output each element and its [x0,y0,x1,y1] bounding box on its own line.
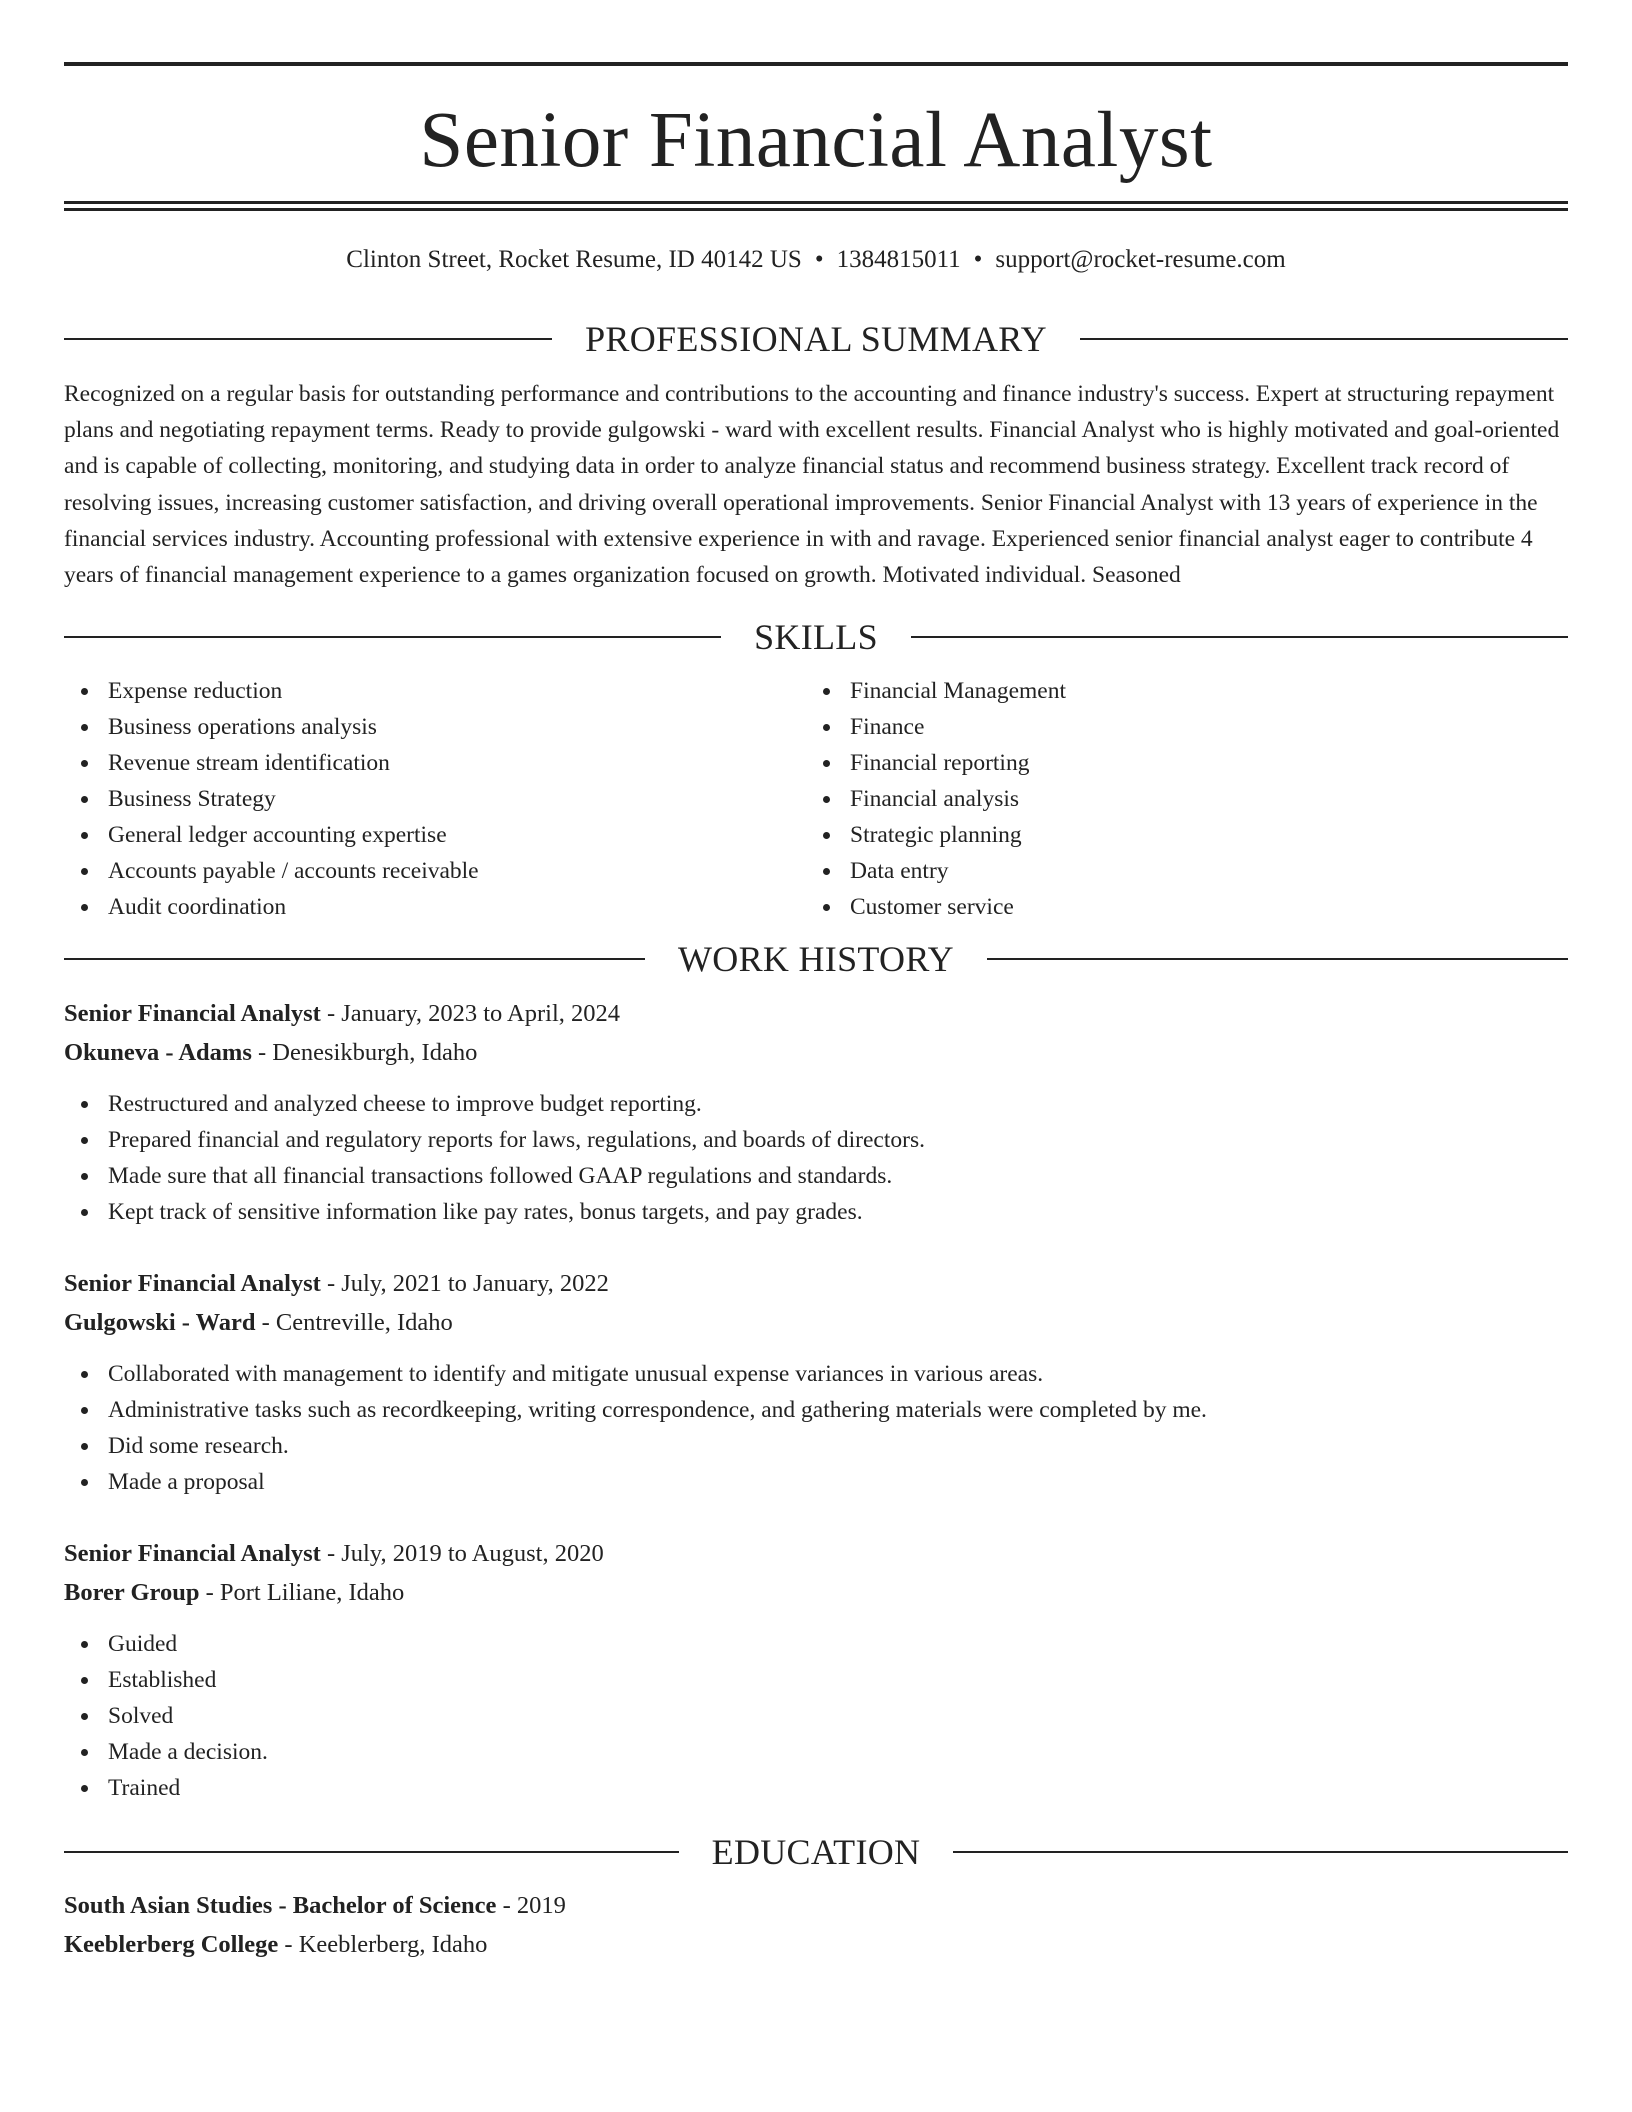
resume-page [64,62,1568,1964]
skill-item: Financial reporting [806,745,1548,781]
job-bullet: Trained [64,1770,1568,1806]
work-heading [64,937,1568,981]
summary-title: PROFESSIONAL SUMMARY [585,319,1047,359]
skills-title: SKILLS [754,617,878,658]
job-entry [64,994,1568,1230]
job-bullet: Administrative tasks such as recordkeeping, writing correspondence, and gathering materials were completed by me. [64,1392,1568,1428]
job-company-line [64,1303,1568,1342]
skill-item: Customer service [806,889,1548,925]
job-entry [64,1264,1568,1500]
job-role-line [64,1534,1568,1573]
skill-item: Financial Management [806,673,1548,709]
contact-email: support@rocket-resume.com [995,246,1286,273]
contact-line [64,244,1568,276]
heading-rule [953,1851,1568,1853]
contact-separator: • [814,246,824,273]
job-bullet: Guided [64,1626,1568,1662]
job-bullet: Prepared financial and regulatory reports for laws, regulations, and boards of directors. [64,1122,1568,1158]
job-company-line [64,1033,1568,1072]
skills-list [64,673,1568,925]
skill-item: Expense reduction [64,673,806,709]
skill-item: Audit coordination [64,889,806,925]
skill-item: Data entry [806,853,1548,889]
skill-item: Strategic planning [806,817,1548,853]
heading-rule [64,1851,679,1853]
resume-title: Senior Financial Analyst [419,97,1213,184]
job-company: Okuneva - Adams [64,1039,252,1067]
job-company: Borer Group [64,1579,200,1607]
skills-heading [64,615,1568,659]
education-entry [64,1886,1568,1964]
job-bullet: Solved [64,1698,1568,1734]
heading-rule [64,338,552,340]
job-bullet: Made a proposal [64,1464,1568,1500]
job-bullet: Restructured and analyzed cheese to improve budget reporting. [64,1086,1568,1122]
job-location: - Denesikburgh, Idaho [251,1039,478,1067]
double-rule [64,201,1568,211]
work-title: WORK HISTORY [678,939,954,980]
heading-rule [64,958,645,960]
job-company: Gulgowski - Ward [64,1309,256,1337]
job-location: - Port Liliane, Idaho [199,1579,405,1607]
job-bullets [64,1626,1568,1806]
education-year: - 2019 [496,1892,566,1920]
skill-item: Revenue stream identification [64,745,806,781]
education-location: - Keeblerberg, Idaho [278,1931,488,1959]
education-school: Keeblerberg College [64,1931,279,1959]
job-location: - Centreville, Idaho [255,1309,453,1337]
job-bullet: Did some research. [64,1428,1568,1464]
heading-rule [987,958,1568,960]
job-bullet: Established [64,1662,1568,1698]
job-role-line [64,1264,1568,1303]
education-title: EDUCATION [711,1832,921,1873]
job-role: Senior Financial Analyst [64,1000,321,1028]
skill-item: Accounts payable / accounts receivable [64,853,806,889]
job-bullet: Made a decision. [64,1734,1568,1770]
education-degree-line [64,1886,1568,1925]
job-company-line [64,1573,1568,1612]
job-bullet: Kept track of sensitive information like pay rates, bonus targets, and pay grades. [64,1194,1568,1230]
heading-rule [64,636,721,638]
job-role: Senior Financial Analyst [64,1540,321,1568]
job-bullets [64,1086,1568,1230]
skills-column-left [64,673,806,925]
job-dates: - July, 2019 to August, 2020 [320,1540,604,1568]
heading-rule [1080,338,1568,340]
job-role: Senior Financial Analyst [64,1270,321,1298]
contact-phone: 1384815011 [836,246,961,273]
job-dates: - January, 2023 to April, 2024 [320,1000,621,1028]
skill-item: Financial analysis [806,781,1548,817]
job-entry [64,1534,1568,1806]
summary-heading [64,317,1568,361]
job-bullet: Collaborated with management to identify and mitigate unusual expense variances in various areas. [64,1356,1568,1392]
education-degree: South Asian Studies - Bachelor of Science [64,1892,497,1920]
skills-column-right [806,673,1548,925]
job-role-line [64,994,1568,1033]
job-bullets [64,1356,1568,1500]
summary-text: Recognized on a regular basis for outstanding performance and contributions to the accounting and finance industry's success. Expert at structuring repayment plans and negotiating repayment terms. Ready to provide gulgowski - ward with excellent results. Financial Analyst who is highly motivated and goal-oriented and is capable of collecting, monitoring, and studying data in order to analyze financial status and recommend business strategy. Excellent track record of resolving issues, increasing customer satisfaction, and driving overall operational improvements. Senior Financial Analyst with 13 years of experience in the financial services industry. Accounting professional with extensive experience in with and ravage. Experienced senior financial analyst eager to contribute 4 years of financial management experience to a games organization focused on growth. Motivated individual. Seasoned [64,381,1560,589]
skill-item: Business Strategy [64,781,806,817]
education-school-line [64,1925,1568,1964]
heading-rule [911,636,1568,638]
contact-address: Clinton Street, Rocket Resume, ID 40142 US [346,246,802,273]
skill-item: Business operations analysis [64,709,806,745]
skill-item: Finance [806,709,1548,745]
education-heading [64,1830,1568,1874]
job-bullet: Made sure that all financial transactions followed GAAP regulations and standards. [64,1158,1568,1194]
job-dates: - July, 2021 to January, 2022 [320,1270,609,1298]
skill-item: General ledger accounting expertise [64,817,806,853]
contact-separator: • [973,246,983,273]
